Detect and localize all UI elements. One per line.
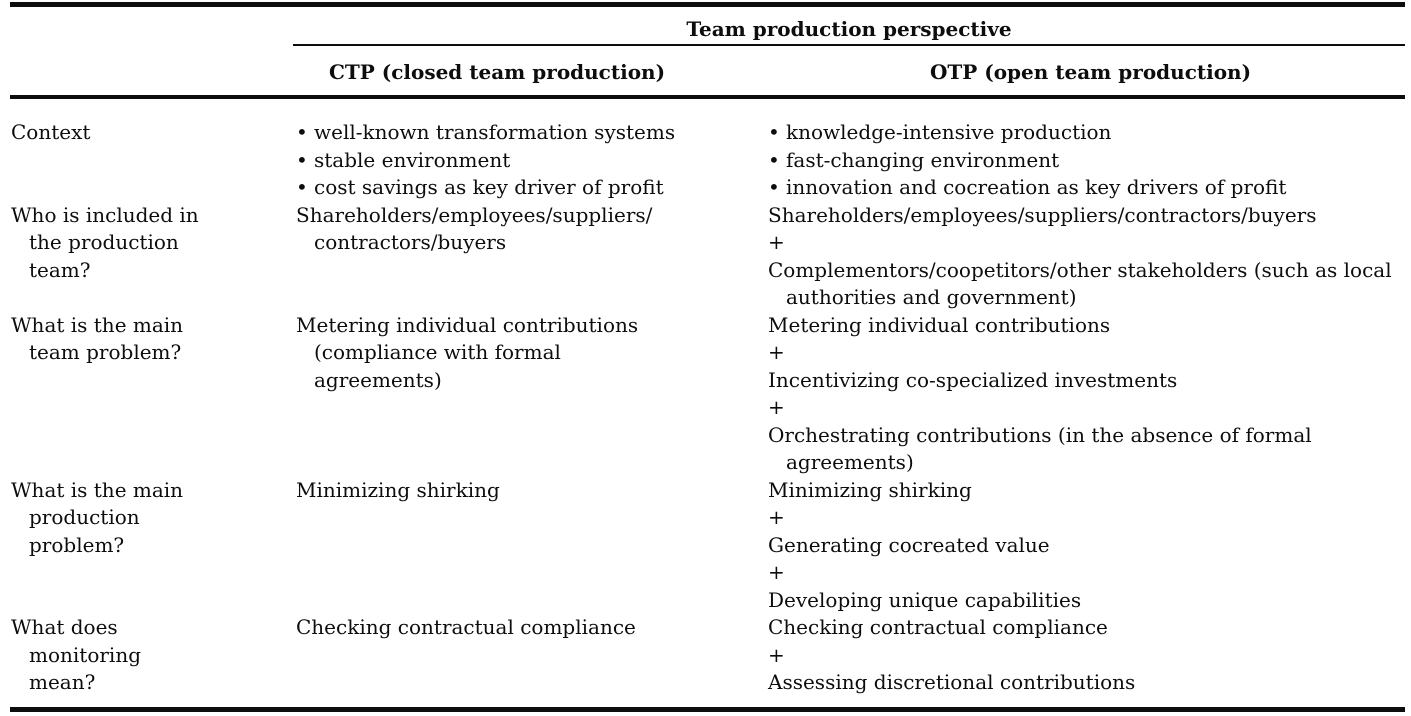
cell-line: mean? bbox=[29, 670, 96, 694]
cell-line: Minimizing shirking bbox=[296, 477, 500, 502]
otp-cell bbox=[768, 119, 1405, 202]
table-body bbox=[0, 99, 1411, 697]
ctp-cell bbox=[296, 202, 768, 257]
table-header bbox=[0, 7, 1411, 95]
row-label-cell bbox=[0, 202, 296, 285]
cell-line: Who is included in bbox=[11, 202, 199, 227]
cell-line: Orchestrating contributions (in the absence of formal bbox=[768, 422, 1312, 447]
team-production-comparison-table bbox=[0, 2, 1411, 716]
cell-line: Shareholders/employees/suppliers/contractors/buyers bbox=[768, 202, 1317, 227]
cell-line: problem? bbox=[29, 532, 125, 557]
span-header-title: Team production perspective bbox=[686, 17, 1012, 41]
cell-line bbox=[296, 147, 768, 175]
cell-line: Metering individual contributions bbox=[768, 312, 1111, 337]
row-label-cell bbox=[0, 312, 296, 367]
table-row bbox=[0, 202, 1405, 312]
cell-line: What is the main bbox=[11, 312, 184, 337]
table-row bbox=[0, 119, 1405, 202]
cell-line: Shareholders/employees/suppliers/ bbox=[296, 202, 653, 227]
table-row bbox=[0, 614, 1405, 697]
cell-line: Context bbox=[11, 120, 91, 144]
cell-line: the production bbox=[29, 230, 179, 254]
cell-line bbox=[296, 174, 768, 202]
cell-line: Generating cocreated value bbox=[768, 532, 1050, 557]
table-row bbox=[0, 477, 1405, 615]
row-label-cell bbox=[0, 614, 296, 697]
plus-separator: + bbox=[768, 505, 785, 529]
cell-line: production bbox=[29, 505, 140, 529]
span-header-underline-rule bbox=[293, 44, 1405, 46]
otp-cell bbox=[768, 202, 1405, 312]
cell-line: (compliance with formal bbox=[314, 340, 561, 364]
cell-line: authorities and government) bbox=[786, 285, 1077, 309]
cell-line: Checking contractual compliance bbox=[296, 615, 636, 639]
bullet-icon: • bbox=[296, 147, 308, 172]
column-header-ctp: CTP (closed team production) bbox=[328, 60, 666, 84]
cell-line bbox=[768, 147, 1405, 175]
otp-cell bbox=[768, 312, 1405, 477]
bullet-text: fast-changing environment bbox=[786, 147, 1060, 172]
cell-line: Metering individual contributions bbox=[296, 312, 639, 337]
column-header-otp: OTP (open team production) bbox=[929, 60, 1252, 84]
cell-line: team? bbox=[29, 257, 91, 282]
plus-separator: + bbox=[768, 340, 785, 364]
cell-line: Checking contractual compliance bbox=[768, 615, 1108, 639]
plus-separator: + bbox=[768, 230, 785, 254]
cell-line: What does bbox=[11, 615, 118, 639]
bullet-icon: • bbox=[768, 175, 780, 199]
plus-separator: + bbox=[768, 642, 785, 667]
cell-line: Incentivizing co-specialized investments bbox=[768, 367, 1178, 392]
cell-line: Minimizing shirking bbox=[768, 477, 972, 502]
bullet-text: innovation and cocreation as key drivers of profit bbox=[786, 175, 1287, 199]
cell-line: agreements) bbox=[314, 367, 442, 392]
cell-line: Assessing discretional contributions bbox=[768, 670, 1136, 694]
bullet-text: stable environment bbox=[314, 147, 511, 172]
cell-line: Developing unique capabilities bbox=[768, 587, 1082, 612]
ctp-cell bbox=[296, 119, 768, 202]
table-bottom-rule bbox=[10, 707, 1405, 712]
ctp-cell bbox=[296, 477, 768, 505]
bullet-text: well-known transformation systems bbox=[314, 120, 676, 144]
bullet-icon: • bbox=[768, 147, 780, 172]
cell-line: Complementors/coopetitors/other stakeholders (such as local bbox=[768, 257, 1392, 282]
cell-line bbox=[296, 119, 768, 147]
bullet-icon: • bbox=[296, 175, 308, 199]
row-label-cell bbox=[0, 119, 296, 147]
row-label-cell bbox=[0, 477, 296, 560]
cell-line: agreements) bbox=[786, 450, 914, 474]
plus-separator: + bbox=[768, 395, 785, 419]
ctp-cell bbox=[296, 312, 768, 395]
bullet-text: knowledge-intensive production bbox=[786, 120, 1112, 144]
plus-separator: + bbox=[768, 560, 785, 584]
otp-cell bbox=[768, 477, 1405, 615]
cell-line: contractors/buyers bbox=[314, 230, 507, 254]
otp-cell bbox=[768, 614, 1405, 697]
bullet-icon: • bbox=[296, 120, 308, 144]
column-header-row bbox=[296, 59, 1405, 86]
cell-line bbox=[768, 119, 1405, 147]
ctp-cell bbox=[296, 614, 768, 642]
bullet-icon: • bbox=[768, 120, 780, 144]
table-row bbox=[0, 312, 1405, 477]
cell-line: monitoring bbox=[29, 642, 142, 667]
bullet-text: cost savings as key driver of profit bbox=[314, 175, 664, 199]
cell-line: What is the main bbox=[11, 477, 184, 502]
cell-line bbox=[768, 174, 1405, 202]
cell-line: team problem? bbox=[29, 340, 182, 364]
